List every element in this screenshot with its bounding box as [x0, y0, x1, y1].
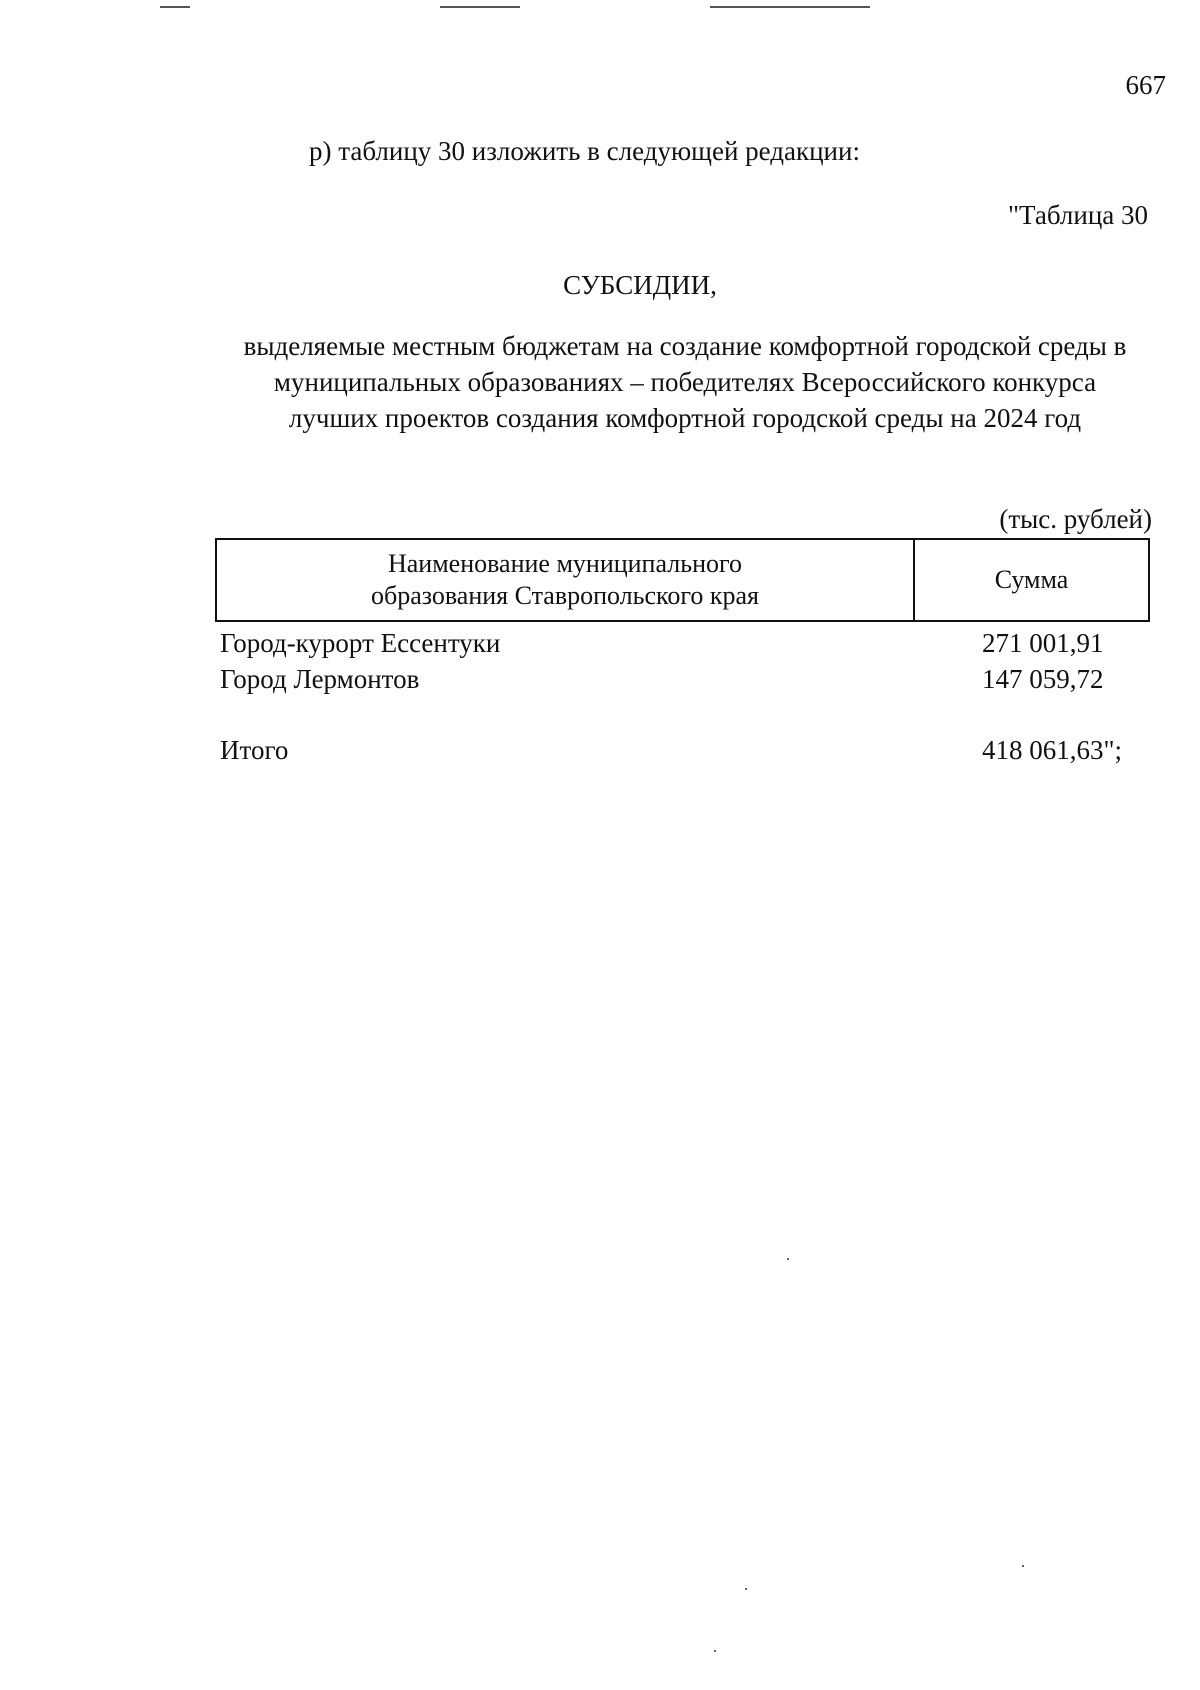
- table-reference: "Таблица 30: [1008, 200, 1148, 230]
- units-label: (тыс. рублей): [999, 504, 1152, 534]
- column-header-name: [217, 540, 915, 620]
- page-number: 667: [1125, 70, 1166, 100]
- scan-speck: [745, 1588, 747, 1590]
- scan-artifact: [440, 6, 520, 8]
- column-header-sum: Сумма: [994, 565, 1069, 594]
- column-header-name-line: Наименование муниципального: [387, 549, 743, 578]
- total-label: Итого: [220, 735, 289, 765]
- municipality-name: Город-курорт Ессентуки: [220, 628, 501, 658]
- scan-speck: [1022, 1565, 1024, 1567]
- table-header: [215, 538, 1150, 622]
- subtitle-line: лучших проектов создания комфортной городской среды на 2024 год: [288, 403, 1082, 433]
- scan-speck: [714, 1650, 716, 1652]
- scan-artifact: [160, 6, 190, 8]
- document-title: СУБСИДИИ,: [563, 270, 717, 300]
- municipality-name: Город Лермонтов: [220, 664, 420, 694]
- total-amount: 418 061,63";: [982, 735, 1123, 765]
- total-row: [220, 735, 1140, 769]
- subsidy-amount: 147 059,72: [982, 664, 1104, 694]
- scan-artifact: [710, 6, 870, 8]
- table-row: [220, 664, 1140, 698]
- table-row: [220, 628, 1140, 662]
- subtitle-line: выделяемые местным бюджетам на создание комфортной городской среды в: [243, 331, 1127, 361]
- document-subtitle: [215, 328, 1155, 436]
- subsidy-amount: 271 001,91: [982, 628, 1104, 658]
- scan-speck: [787, 1258, 789, 1260]
- column-header-name-line: образования Ставропольского края: [370, 581, 760, 610]
- subtitle-line: муниципальных образованиях – победителях Всероссийского конкурса: [273, 367, 1097, 397]
- intro-line: р) таблицу 30 изложить в следующей редакции:: [309, 136, 860, 166]
